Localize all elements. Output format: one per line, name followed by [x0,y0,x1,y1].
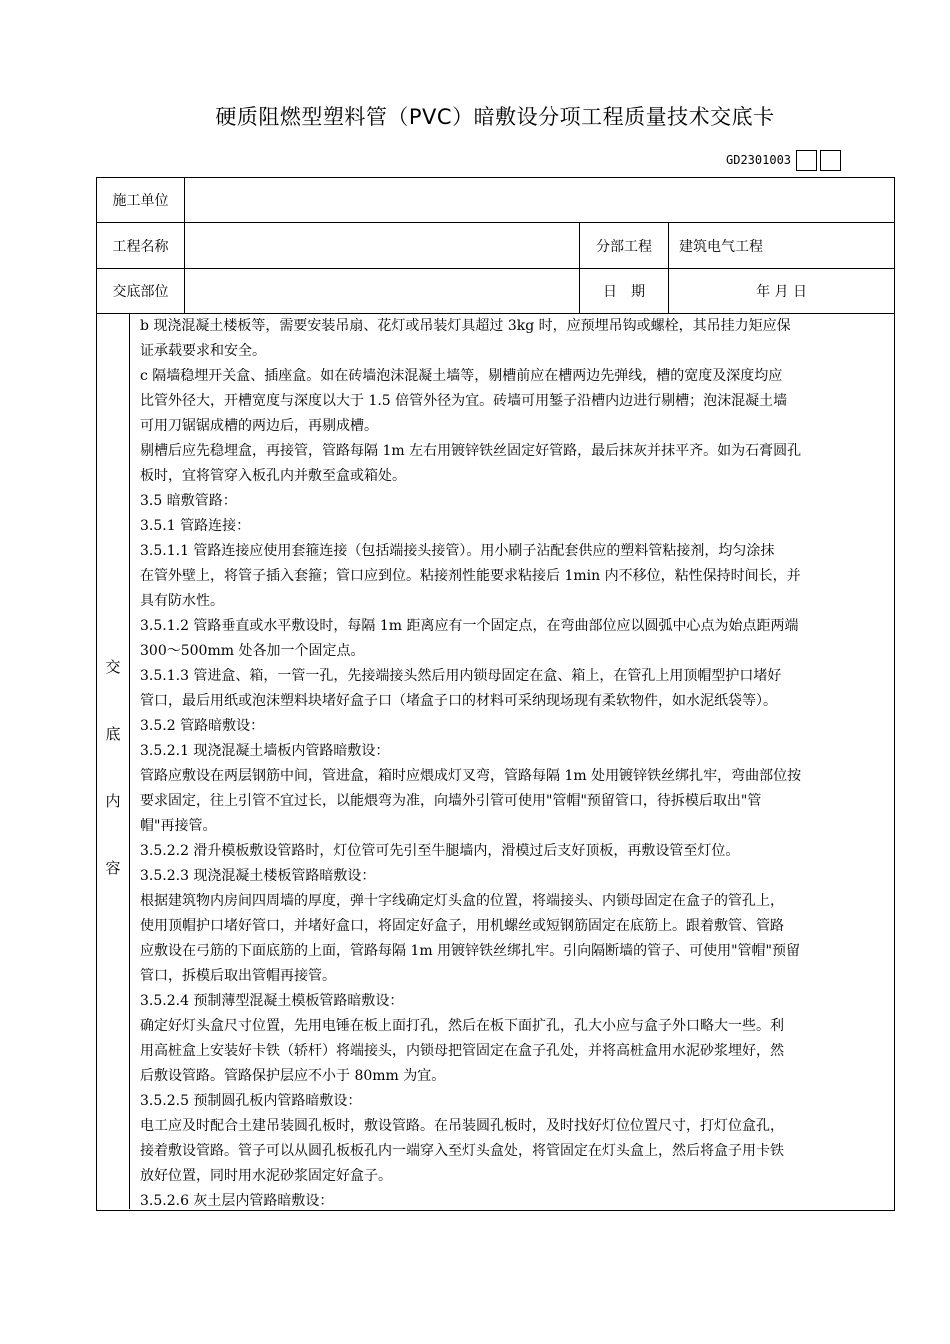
row-content [97,314,895,1211]
content-line: 放好位置，同时用水泥砂浆固定好盒子。 [140,1168,392,1184]
content-line: 证承载要求和安全。 [140,343,266,359]
content-line: 在管外壁上，将管子插入套箍；管口应到位。粘接剂性能要求粘接后 1min 内不移位，粘性保持时间长，并 [140,568,801,584]
content-line: 帽"再接管。 [140,818,217,834]
document-title: 硬质阻燃型塑料管（PVC）暗敷设分项工程质量技术交底卡 [215,105,775,129]
content-line: 3.5.2.3 现浇混凝土楼板管路暗敷设： [140,868,376,884]
project-value [185,223,580,269]
content-line: 应敷设在弓筋的下面底筋的上面，管路每隔 1m 用镀锌铁丝绑扎牢。引向隔断墙的管子、可使用"管帽"预留 [140,943,800,959]
content-line: 3.5.2.4 预制薄型混凝土模板管路暗敷设： [140,993,404,1009]
date-value: 年 月 日 [669,269,895,314]
content-line: 3.5.1 管路连接： [140,518,251,534]
content-lines [140,314,888,1214]
content-line: 后敷设管路。管路保护层应不小于 80mm 为宜。 [140,1068,446,1084]
content-line: 确定好灯头盒尺寸位置，先用电锤在板上面打孔，然后在板下面扩孔，孔大小应与盒子外口略大一些。利 [140,1018,784,1034]
content-line: c 隔墙稳埋开关盒、插座盒。如在砖墙泡沫混凝土墙等，剔槽前应在槽两边先弹线，槽的宽度及深度均应 [140,368,783,384]
content-text-column [130,314,894,1209]
part-label: 交底部位 [97,269,185,314]
side-char-4: 容 [105,858,121,877]
content-line: 3.5.2.5 预制圆孔板内管路暗敷设： [140,1093,362,1109]
content-line: b 现浇混凝土楼板等，需要安装吊扇、花灯或吊装灯具超过 3kg 时，应预埋吊钩或螺栓，其吊挂力矩应保 [140,318,791,334]
content-line: 使用顶帽护口堵好管口，并堵好盒口，将固定好盒子，用机螺丝或短钢筋固定在底筋上。跟着敷管、管路 [140,918,784,934]
content-line: 剔槽后应先稳埋盒，再接管，管路每隔 1m 左右用镀锌铁丝固定好管路，最后抹灰并抹平齐。如为石膏圆孔 [140,443,802,459]
side-char-1: 交 [105,657,121,676]
content-line: 3.5.2.6 灰土层内管路暗敷设： [140,1193,334,1209]
content-line: 管路应敷设在两层钢筋中间，管进盒，箱时应煨成灯叉弯，管路每隔 1m 处用镀锌铁丝绑扎牢，弯曲部位按 [140,768,802,784]
row-project [97,223,895,269]
content-line: 具有防水性。 [140,593,224,609]
content-line: 3.5.2.1 现浇混凝土墙板内管路暗敷设： [140,743,390,759]
content-line: 3.5.1.1 管路连接应使用套箍连接（包括端接头接管）。用小刷子沾配套供应的塑料管粘接剂，均匀涂抹 [140,543,775,559]
content-line: 3.5.2 管路暗敷设： [140,718,265,734]
document-code: GD2301003 [726,153,792,167]
content-line: 接着敷设管路。管子可以从圆孔板板孔内一端穿入至灯头盒处，将管固定在灯头盒上，然后将盒子用卡铁 [140,1143,784,1159]
content-line: 3.5.2.2 滑升模板敷设管路时，灯位管可先引至牛腿墙内，滑模过后支好顶板，再敷设管至灯位。 [140,843,740,859]
content-line: 比管外径大，开槽宽度与深度以大于 1.5 倍管外径为宜。砖墙可用錾子沿槽内边进行剔槽；泡沫混凝土墙 [140,393,788,409]
content-line: 管口，拆模后取出管帽再接管。 [140,968,336,984]
disclosure-card-table [96,177,895,1211]
unit-label: 施工单位 [97,178,185,223]
side-char-2: 底 [105,724,121,743]
content-line: 要求固定，往上引管不宜过长，以能煨弯为准，向墙外引管可使用"管帽"预留管口，待拆模后取出"管 [140,793,762,809]
part-value [185,269,580,314]
code-box-1 [796,150,817,171]
subproject-label: 分部工程 [580,223,669,269]
content-cell [97,314,895,1211]
side-char-3: 内 [105,791,121,810]
content-line: 300～500mm 处各加一个固定点。 [140,643,365,659]
unit-value [185,178,895,223]
content-line: 可用刀锯锯成槽的两边后，再剔成槽。 [140,418,378,434]
content-line: 管口，最后用纸或泡沫塑料块堵好盒子口（堵盒子口的材料可采纳现场现有柔软物件，如水泥纸袋等）。 [140,693,777,709]
content-line: 3.5 暗敷管路： [140,493,237,509]
content-line: 电工应及时配合土建吊装圆孔板时，敷设管路。在吊装圆孔板时，及时找好灯位位置尺寸，打灯位盒孔， [140,1118,784,1134]
document-code-row [726,148,841,172]
project-label: 工程名称 [97,223,185,269]
content-line: 板时，宜将管穿入板孔内并敷至盒或箱处。 [140,468,406,484]
row-unit [97,178,895,223]
content-line: 3.5.1.3 管进盒、箱，一管一孔，先接端接头然后用内锁母固定在盒、箱上，在管孔上用顶帽型护口堵好 [140,668,782,684]
content-line: 3.5.1.2 管路垂直或水平敷设时，每隔 1m 距离应有一个固定点，在弯曲部位应以圆弧中心点为始点距两端 [140,618,799,634]
code-box-2 [820,150,841,171]
row-part [97,269,895,314]
content-line: 用高桩盒上安装好卡铁（轿杆）将端接头，内锁母把管固定在盒子孔处，并将高桩盒用水泥砂浆埋好，然 [140,1043,784,1059]
subproject-value: 建筑电气工程 [669,223,895,269]
date-label: 日 期 [580,269,669,314]
content-side-column [97,314,130,1209]
content-line: 根据建筑物内房间四周墙的厚度，弹十字线确定灯头盒的位置，将端接头、内锁母固定在盒子的管孔上， [140,893,784,909]
